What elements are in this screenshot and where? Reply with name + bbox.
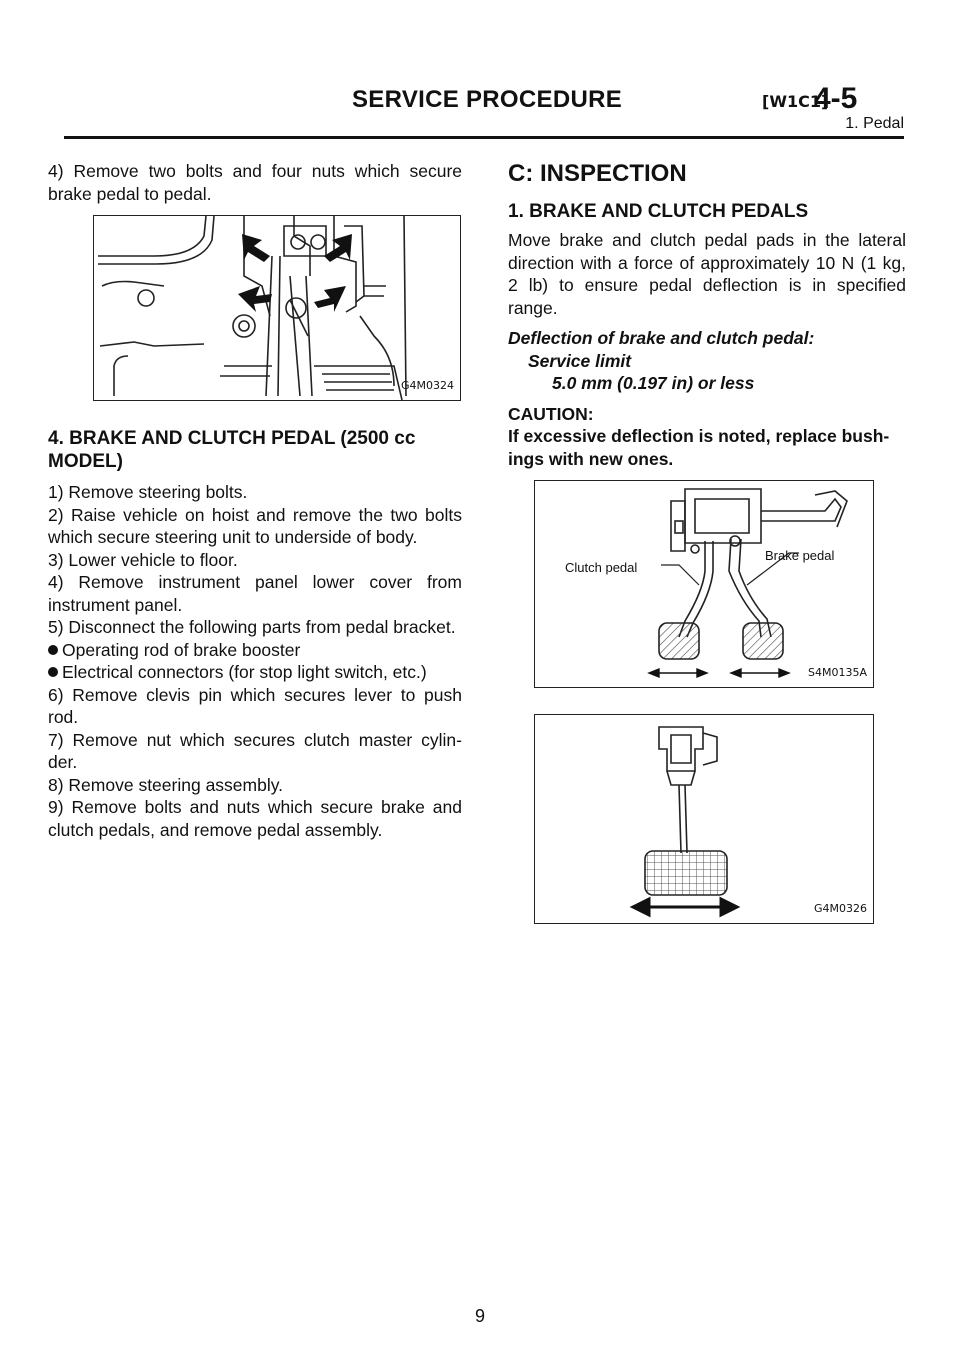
step-item: 7) Remove nut which secures clutch master cylin-der. — [48, 729, 462, 772]
label-brake-pedal: Brake pedal — [765, 548, 835, 563]
figure-pedal-bolts — [93, 215, 461, 401]
right-column — [508, 160, 906, 924]
page-number: 9 — [474, 1306, 485, 1326]
step-item: 8) Remove steering assembly. — [48, 774, 284, 795]
caution-text: If excessive deflection is noted, replace bush-ings with new ones. — [508, 426, 890, 469]
brake-pedal-illustration — [535, 715, 873, 923]
caution-block — [508, 403, 906, 471]
spec-item: Service limit — [528, 350, 632, 371]
header-title: SERVICE PROCEDURE — [352, 86, 623, 113]
bullet-item: Operating rod of brake booster — [48, 639, 462, 662]
step-item: 3) Lower vehicle to floor. — [48, 549, 238, 570]
bullet-icon — [48, 667, 58, 677]
step-item: 2) Raise vehicle on hoist and remove the two bolts which secure steering unit to underside of body. — [48, 504, 462, 547]
header-subsection: 1. Pedal — [845, 115, 904, 132]
caution-title: CAUTION: — [508, 403, 594, 424]
spec-title: Deflection of brake and clutch pedal: — [508, 328, 815, 348]
bullet-item: Electrical connectors (for stop light switch, etc.) — [48, 661, 462, 684]
figure-id: G4M0326 — [813, 901, 867, 915]
header-section-number: 4-5 — [814, 82, 858, 115]
label-clutch-pedal: Clutch pedal — [565, 560, 638, 575]
step-item: 6) Remove clevis pin which secures lever to push rod. — [48, 684, 462, 727]
section-heading-2500cc: 4. BRAKE AND CLUTCH PEDAL (2500 cc MODEL) — [48, 428, 416, 472]
step-item: 5) Disconnect the following parts from pedal bracket. — [48, 617, 456, 637]
pedal-deflection-illustration — [535, 481, 873, 687]
subheading-pedals: 1. BRAKE AND CLUTCH PEDALS — [508, 201, 809, 222]
spec-block — [508, 327, 906, 395]
section-heading-inspection: C: INSPECTION — [508, 160, 687, 187]
figure-brake-pedal-deflection — [534, 714, 874, 924]
header-rule — [64, 136, 904, 139]
removal-steps — [48, 481, 462, 841]
header-code: [W1C1] — [762, 92, 829, 111]
spec-value: 5.0 mm (0.197 in) or less — [552, 373, 755, 393]
step-item: 4) Remove instrument panel lower cover from instrument panel. — [48, 572, 462, 615]
figure-id: G4M0324 — [400, 378, 454, 392]
bullet-icon — [48, 645, 58, 655]
step-item: 1) Remove steering bolts. — [48, 482, 248, 502]
inspection-body: Move brake and clutch pedal pads in the lateral direction with a force of approximately 10 N (1 kg, 2 lb) to ensure pedal deflection is in specified range. — [508, 230, 906, 318]
figure-id: S4M0135A — [808, 665, 867, 679]
pedal-bracket-illustration — [94, 216, 460, 400]
left-column — [48, 160, 462, 841]
step-remove-bolts-nuts: 4) Remove two bolts and four nuts which secure brake pedal to pedal. — [48, 161, 462, 204]
step-item: 9) Remove bolts and nuts which secure brake and clutch pedals, and remove pedal assembly. — [48, 797, 462, 840]
figure-pedal-deflection — [534, 480, 874, 688]
